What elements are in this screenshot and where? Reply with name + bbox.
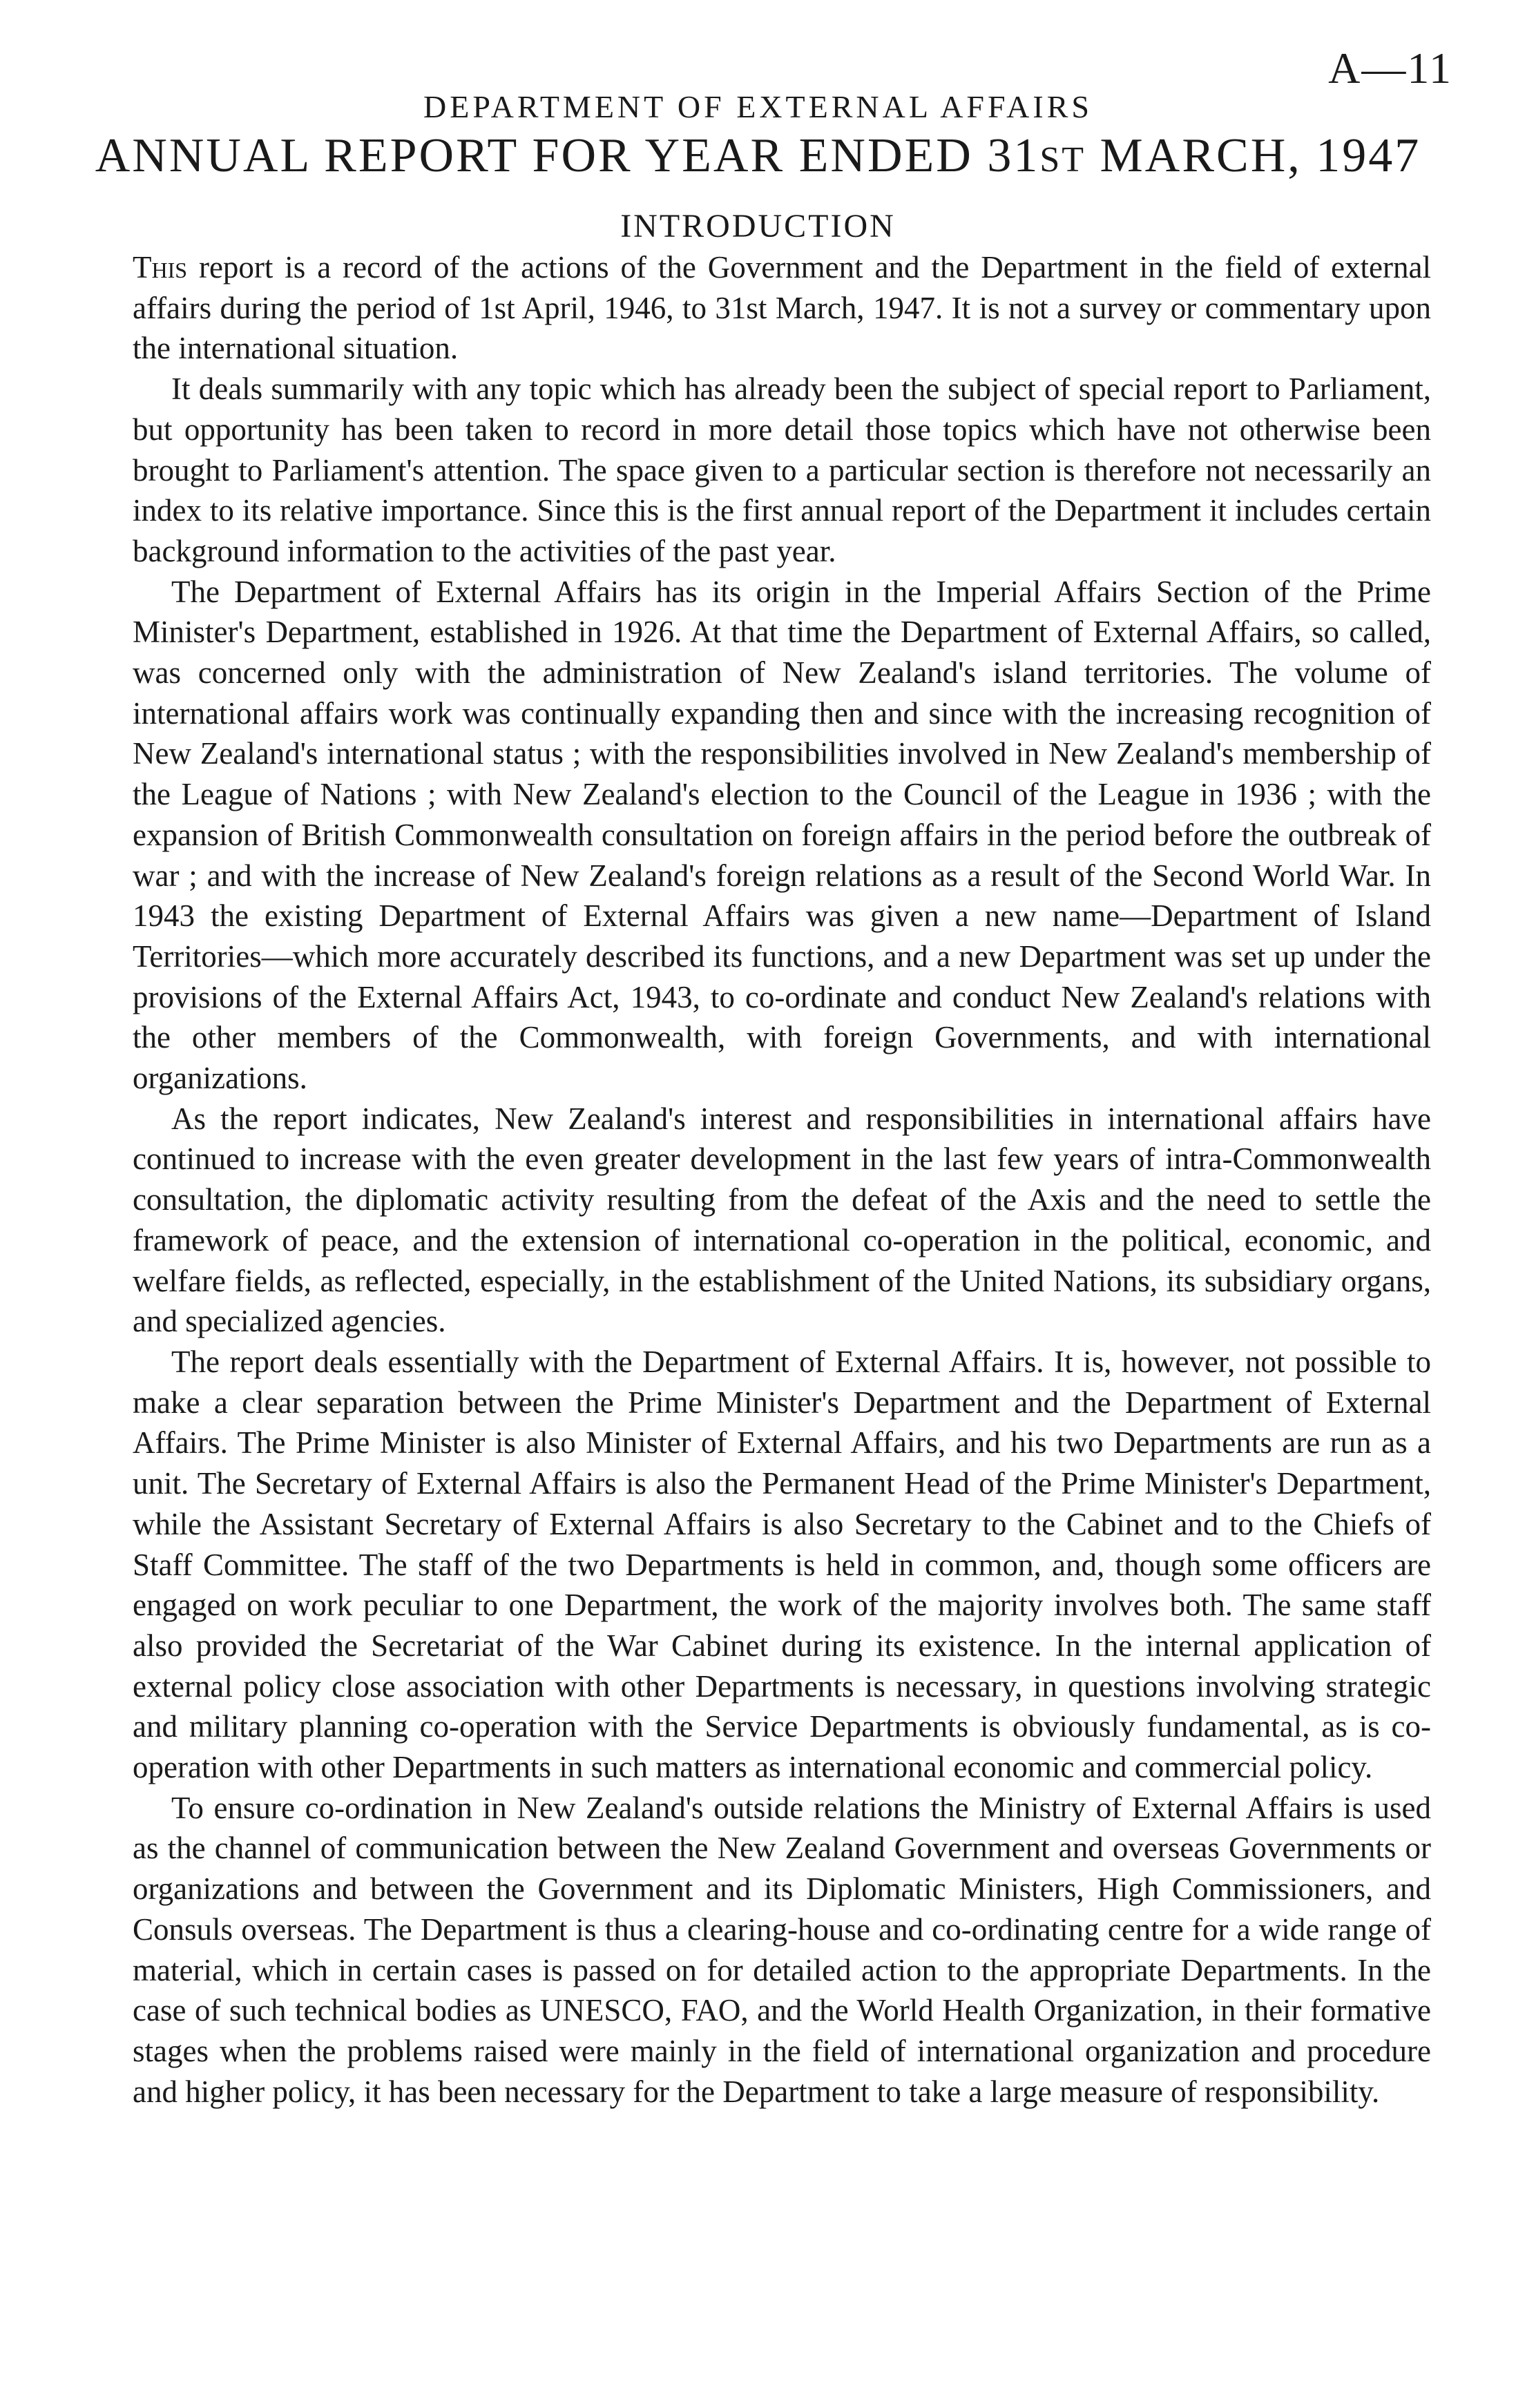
department-title: DEPARTMENT OF EXTERNAL AFFAIRS [423, 89, 1093, 124]
report-title [0, 128, 1516, 184]
paragraph-3: The Department of External Affairs has its origin in the Imperial Affairs Section of the Prime Minister's Department, established in 1926. At that time the Department of External Affairs, so called, was concerned only with the administration of New Zealand's island territories. The volume of international affairs work was continually expanding then and since with the increasing recognition of New Zealand's international status ; with the responsibilities involved in New Zealand's membership of the League of Nations ; with New Zealand's election to the Council of the League in 1936 ; with the expansion of British Commonwealth consultation on foreign affairs in the period before the outbreak of war ; and with the increase of New Zealand's foreign relations as a result of the Second World War. In 1943 the existing Department of External Affairs was given a new name—Department of Island Territories—which more accurately described its functions, and a new Department was set up under the provisions of the External Affairs Act, 1943, to co-ordinate and conduct New Zealand's relations with the other members of the Commonwealth, with foreign Governments, and with international organizations. [133, 574, 1431, 1096]
paragraph-1-lead-word: This [133, 250, 188, 285]
paragraph-2: It deals summarily with any topic which has already been the subject of special report to Parliament, but opportunity has been taken to record in more detail those topics which have not otherwise been brought to Parliament's attention. The space given to a particular section is therefore not necessarily an index to its relative importance. Since this is the first annual report of the Department it includes certain background information to the activities of the past year. [133, 372, 1431, 568]
report-title-tail: MARCH, 1947 [1086, 129, 1421, 182]
paragraph-1 [133, 247, 1431, 369]
page-number: A—11 [1328, 44, 1452, 93]
paragraph-6: To ensure co-ordination in New Zealand's outside relations the Ministry of External Affairs is used as the channel of communication between the New Zealand Government and overseas Governments or organizations and between the Government and its Diplomatic Ministers, High Commissioners, and Consuls overseas. The Department is thus a clearing-house and co-ordinating centre for a wide range of material, which in certain cases is passed on for detailed action to the appropriate Departments. In the case of such technical bodies as UNESCO, FAO, and the World Health Organization, in their formative stages when the problems raised were mainly in the field of international organization and procedure and higher policy, it has been necessary for the Department to take a large measure of responsibility. [133, 1790, 1431, 2109]
introduction-body [133, 247, 1431, 2112]
section-heading-introduction: INTRODUCTION [620, 208, 896, 244]
report-title-main: ANNUAL REPORT FOR YEAR ENDED 31 [95, 129, 1040, 182]
report-title-ordinal-suffix: ST [1039, 140, 1086, 180]
paragraph-5: The report deals essentially with the Department of External Affairs. It is, however, not possible to make a clear separation between the Prime Minister's Department and the Department of External Affairs. The Prime Minister is also Minister of External Affairs, and his two Departments are run as a unit. The Secretary of External Affairs is also the Permanent Head of the Prime Minister's Department, while the Assistant Secretary of External Affairs is also Secretary to the Cabinet and to the Chiefs of Staff Committee. The staff of the two Departments is held in common, and, though some officers are engaged on work peculiar to one Department, the work of the majority involves both. The same staff also provided the Secretariat of the War Cabinet during its existence. In the internal application of external policy close association with other Departments is necessary, in questions involving strategic and military planning co-operation with the Service Departments is obviously fundamental, as is co-operation with other Departments in such matters as international economic and commercial policy. [133, 1344, 1431, 1785]
paragraph-4: As the report indicates, New Zealand's interest and responsibilities in international affairs have continued to increase with the even greater development in the last few years of intra-Commonwealth consultation, the diplomatic activity resulting from the defeat of the Axis and the need to settle the framework of peace, and the extension of international co-operation in the political, economic, and welfare fields, as reflected, especially, in the establishment of the United Nations, its subsidiary organs, and specialized agencies. [133, 1101, 1431, 1339]
paragraph-1-text: report is a record of the actions of the Government and the Department in the field of external affairs during the period of 1st April, 1946, to 31st March, 1947. It is not a survey or commentary upon the international situation. [133, 250, 1431, 366]
